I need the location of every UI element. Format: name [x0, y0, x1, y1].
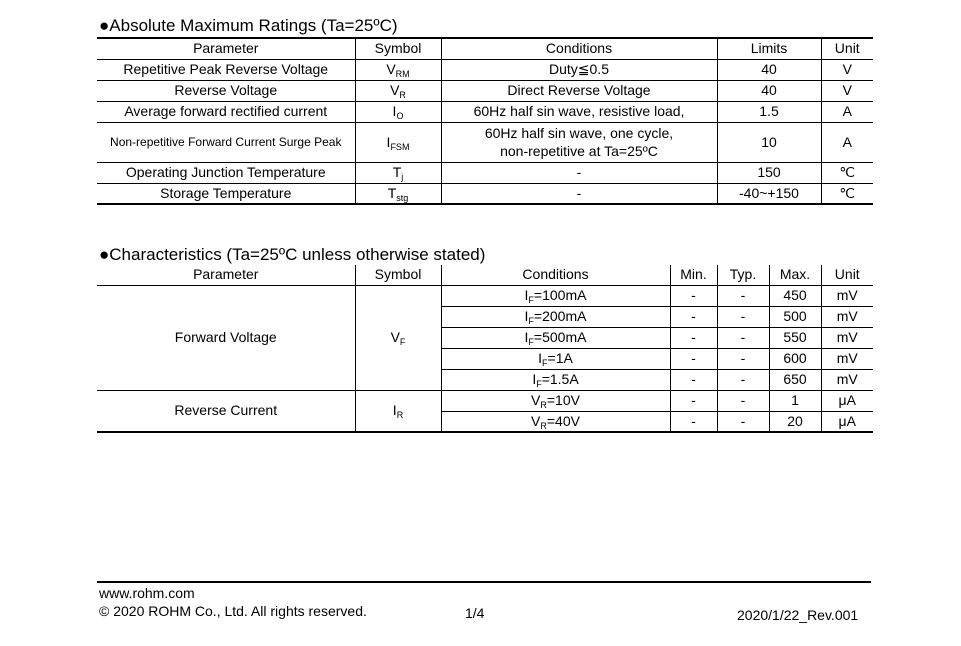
min-cell: -: [670, 306, 717, 327]
characteristics-table: [97, 265, 873, 433]
cond-sub: R: [540, 400, 547, 410]
cond-value: =1.5A: [541, 371, 579, 387]
symbol-text: T: [387, 184, 397, 201]
header-limits: Limits: [717, 38, 821, 59]
cond-symbol: I: [524, 287, 529, 303]
symbol-sub: O: [396, 111, 404, 121]
footer-divider: [97, 581, 871, 583]
max-cell: 550: [769, 327, 821, 348]
cond-symbol: I: [524, 308, 529, 324]
cond-symbol: I: [532, 371, 537, 387]
conditions-cell: [441, 390, 670, 411]
conditions-cell: -: [441, 183, 717, 204]
unit-cell: V: [821, 80, 873, 101]
header-conditions: Conditions: [441, 265, 670, 285]
symbol-cell: [355, 80, 441, 101]
cond-sub: R: [540, 420, 547, 431]
footer-copyright: © 2020 ROHM Co., Ltd. All rights reserved.: [99, 603, 367, 619]
table-row: [97, 162, 873, 183]
max-cell: 1: [769, 390, 821, 411]
header-unit: Unit: [821, 265, 873, 285]
limit-cell: 40: [717, 59, 821, 80]
min-cell: -: [670, 369, 717, 390]
max-cell: 20: [769, 411, 821, 432]
max-cell: 450: [769, 285, 821, 306]
abs-section-title: [99, 16, 398, 36]
abs-title-text: Absolute Maximum Ratings (Ta=25ºC): [109, 16, 398, 35]
symbol-cell: [355, 285, 441, 390]
footer-revision: 2020/1/22_Rev.001: [737, 607, 859, 623]
symbol-text: I: [392, 402, 397, 419]
symbol-sub: RM: [395, 69, 410, 79]
cond-value: =40V: [546, 412, 580, 429]
conditions-cell: [441, 285, 670, 306]
param-cell: Reverse Voltage: [97, 80, 355, 101]
table-row: [97, 59, 873, 80]
cond-symbol: I: [538, 350, 543, 366]
conditions-cell: [441, 327, 670, 348]
typ-cell: -: [717, 285, 769, 306]
limit-cell: 1.5: [717, 101, 821, 122]
symbol-sub: F: [399, 337, 406, 347]
cond-value: =100mA: [533, 287, 587, 303]
header-min: Min.: [670, 265, 717, 285]
cond-value: =500mA: [533, 329, 587, 345]
param-cell: Non-repetitive Forward Current Surge Peak: [97, 122, 355, 162]
typ-cell: -: [717, 306, 769, 327]
conditions-cell: [441, 369, 670, 390]
symbol-sub: j: [401, 172, 404, 182]
cond-sub: F: [528, 316, 534, 326]
min-cell: -: [670, 348, 717, 369]
cond-sub: F: [528, 295, 534, 305]
abs-max-ratings-table: [97, 37, 873, 205]
unit-cell: mV: [821, 348, 873, 369]
conditions-cell: -: [441, 162, 717, 183]
param-cell: Repetitive Peak Reverse Voltage: [97, 59, 355, 80]
char-section-title: [99, 245, 485, 265]
param-cell: Operating Junction Temperature: [97, 162, 355, 183]
max-cell: 650: [769, 369, 821, 390]
symbol-text: I: [392, 103, 397, 119]
typ-cell: -: [717, 390, 769, 411]
min-cell: -: [670, 390, 717, 411]
symbol-sub: FSM: [390, 141, 410, 152]
conditions-cell: [441, 411, 670, 432]
min-cell: -: [670, 285, 717, 306]
table-row: [97, 101, 873, 122]
table-row: [97, 122, 873, 162]
table-row: [97, 285, 873, 306]
table-row: [97, 390, 873, 411]
symbol-cell: [355, 101, 441, 122]
conditions-cell: [441, 306, 670, 327]
bullet-icon: ●: [99, 16, 110, 35]
table-row: [97, 183, 873, 204]
typ-cell: -: [717, 369, 769, 390]
min-cell: -: [670, 327, 717, 348]
header-unit: Unit: [821, 38, 873, 59]
table-row: [97, 80, 873, 101]
symbol-text: I: [386, 133, 391, 150]
header-typ: Typ.: [717, 265, 769, 285]
symbol-cell: [355, 390, 441, 432]
conditions-cell: Direct Reverse Voltage: [441, 80, 717, 101]
unit-cell: A: [821, 122, 873, 162]
char-title-text: Characteristics (Ta=25ºC unless otherwise stated): [109, 245, 486, 264]
symbol-cell: [355, 59, 441, 80]
cond-sub: F: [542, 358, 548, 368]
symbol-text: V: [390, 329, 400, 345]
cond-sub: F: [528, 337, 534, 347]
unit-cell: mV: [821, 369, 873, 390]
footer-page-number: 1/4: [465, 605, 485, 621]
typ-cell: -: [717, 411, 769, 432]
typ-cell: -: [717, 348, 769, 369]
symbol-cell: [355, 183, 441, 204]
unit-cell: A: [821, 101, 873, 122]
header-max: Max.: [769, 265, 821, 285]
param-cell: Average forward rectified current: [97, 101, 355, 122]
limit-cell: 150: [717, 162, 821, 183]
unit-cell: mV: [821, 327, 873, 348]
limit-cell: -40~+150: [717, 183, 821, 204]
max-cell: 500: [769, 306, 821, 327]
param-cell: Storage Temperature: [97, 183, 355, 204]
symbol-text: T: [392, 164, 402, 180]
unit-cell: μA: [821, 411, 873, 432]
header-symbol: Symbol: [355, 265, 441, 285]
cond-sub: F: [536, 379, 542, 389]
typ-cell: -: [717, 327, 769, 348]
conditions-cell: Duty≦0.5: [441, 59, 717, 80]
cond-value: =10V: [546, 392, 580, 408]
unit-cell: mV: [821, 285, 873, 306]
conditions-cell: 60Hz half sin wave, one cycle, non-repetitive at Ta=25ºC: [441, 122, 717, 162]
param-cell: Reverse Current: [97, 390, 355, 432]
max-cell: 600: [769, 348, 821, 369]
min-cell: -: [670, 411, 717, 432]
unit-cell: ℃: [821, 183, 873, 204]
header-symbol: Symbol: [355, 38, 441, 59]
symbol-sub: R: [396, 410, 404, 421]
header-parameter: Parameter: [97, 265, 355, 285]
header-conditions: Conditions: [441, 38, 717, 59]
cond-symbol: I: [524, 329, 529, 345]
unit-cell: μA: [821, 390, 873, 411]
footer-url: www.rohm.com: [99, 585, 195, 601]
symbol-sub: R: [399, 90, 406, 100]
cond-value: =1A: [547, 350, 573, 366]
conditions-cell: 60Hz half sin wave, resistive load,: [441, 101, 717, 122]
param-cell: Forward Voltage: [97, 285, 355, 390]
limit-cell: 40: [717, 80, 821, 101]
bullet-icon: ●: [99, 245, 110, 264]
cond-symbol: V: [531, 392, 541, 408]
header-parameter: Parameter: [97, 38, 355, 59]
unit-cell: mV: [821, 306, 873, 327]
symbol-cell: [355, 162, 441, 183]
limit-cell: 10: [717, 122, 821, 162]
symbol-text: V: [386, 61, 396, 77]
conditions-cell: [441, 348, 670, 369]
symbol-sub: stg: [396, 192, 409, 203]
cond-symbol: V: [531, 412, 541, 429]
cond-value: =200mA: [533, 308, 587, 324]
symbol-cell: [355, 122, 441, 162]
symbol-text: V: [390, 82, 400, 98]
unit-cell: ℃: [821, 162, 873, 183]
unit-cell: V: [821, 59, 873, 80]
